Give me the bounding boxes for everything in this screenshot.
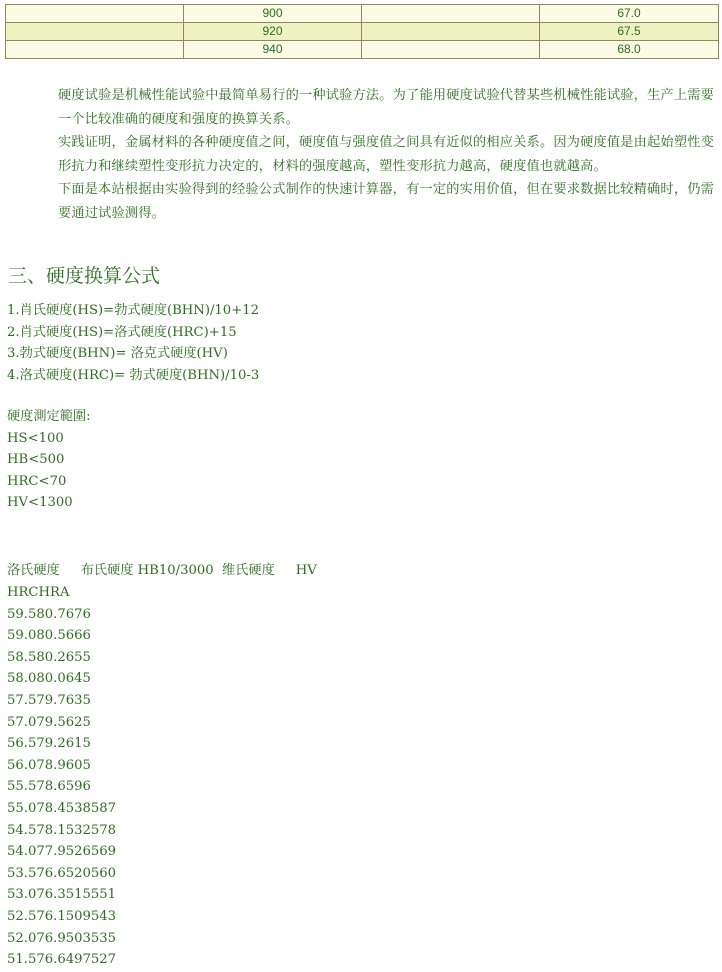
- hardness-row: 56.579.2615: [7, 736, 91, 752]
- table-cell: [6, 41, 184, 59]
- hardness-top-table: [5, 4, 719, 59]
- hardness-row: 58.580.2655: [7, 649, 91, 665]
- hardness-header: 洛氏硬度 布氏硬度 HB10/3000 维氏硬度 HV: [7, 563, 317, 578]
- table-cell: 900: [184, 5, 362, 23]
- formula-item: 2.肖式硬度(HS)=洛式硬度(HRC)+15: [7, 324, 237, 340]
- hardness-row: 53.076.3515551: [7, 887, 117, 903]
- table-cell: 68.0: [540, 41, 719, 59]
- hardness-row: 55.578.6596: [7, 779, 91, 795]
- range-item: HRC<70: [7, 473, 67, 489]
- intro-text: [58, 84, 716, 225]
- table-cell: [6, 5, 184, 23]
- range-item: HB<500: [7, 452, 65, 468]
- hardness-row: 51.576.6497527: [7, 952, 117, 968]
- hardness-row: 56.078.9605: [7, 757, 91, 773]
- hardness-row: 52.076.9503535: [7, 930, 117, 946]
- hardness-row: 55.078.4538587: [7, 800, 117, 816]
- hardness-row: 58.080.0645: [7, 671, 91, 687]
- hardness-row: 53.576.6520560: [7, 865, 117, 881]
- hardness-row: 52.576.1509543: [7, 908, 117, 924]
- range-title: 硬度測定範圍:: [7, 409, 91, 424]
- hardness-list: [7, 582, 116, 971]
- hardness-row: 59.580.7676: [7, 606, 91, 622]
- formula-item: 3.勃式硬度(BHN)= 洛克式硬度(HV): [7, 346, 228, 362]
- formula-item: 4.洛式硬度(HRC)= 勃式硬度(BHN)/10-3: [7, 367, 260, 383]
- table-cell: 67.5: [540, 23, 719, 41]
- table-cell: 940: [184, 41, 362, 59]
- intro-paragraph: 下面是本站根据由实验得到的经验公式制作的快速计算器，有一定的实用价值，但在要求数据比较精确时，仍需要通过试验测得。: [58, 182, 714, 221]
- table-row: [6, 5, 719, 23]
- hardness-row: 59.080.5666: [7, 628, 91, 644]
- hardness-subheader: HRCHRA: [7, 585, 70, 600]
- hardness-row: 57.079.5625: [7, 714, 91, 730]
- table-cell: [362, 5, 540, 23]
- table-row: [6, 23, 719, 41]
- range-item: HV<1300: [7, 495, 73, 511]
- table-cell: [362, 41, 540, 59]
- hardness-row: 54.578.1532578: [7, 822, 117, 838]
- range-item: HS<100: [7, 430, 64, 446]
- formula-list: [7, 300, 259, 386]
- table-row: [6, 41, 719, 59]
- table-cell: [6, 23, 184, 41]
- formula-item: 1.肖氏硬度(HS)=勃式硬度(BHN)/10+12: [7, 303, 260, 318]
- section-title: 三、硬度换算公式: [8, 265, 161, 287]
- range-list: [7, 406, 91, 514]
- hardness-row: 57.579.7635: [7, 692, 91, 708]
- table-cell: [362, 23, 540, 41]
- intro-paragraph: 硬度试验是机械性能试验中最简单易行的一种试验方法。为了能用硬度试验代替某些机械性能试验，生产上需要一个比较准确的硬度和强度的换算关系。: [58, 88, 714, 127]
- intro-paragraph: 实践证明，金属材料的各种硬度值之间，硬度值与强度值之间具有近似的相应关系。因为硬度值是由起始塑性变形抗力和继续塑性变形抗力决定的，材料的强度越高，塑性变形抗力越高，硬度值也就越高。: [58, 135, 714, 174]
- hardness-row: 54.077.9526569: [7, 844, 117, 860]
- table-cell: 67.0: [540, 5, 719, 23]
- table-cell: 920: [184, 23, 362, 41]
